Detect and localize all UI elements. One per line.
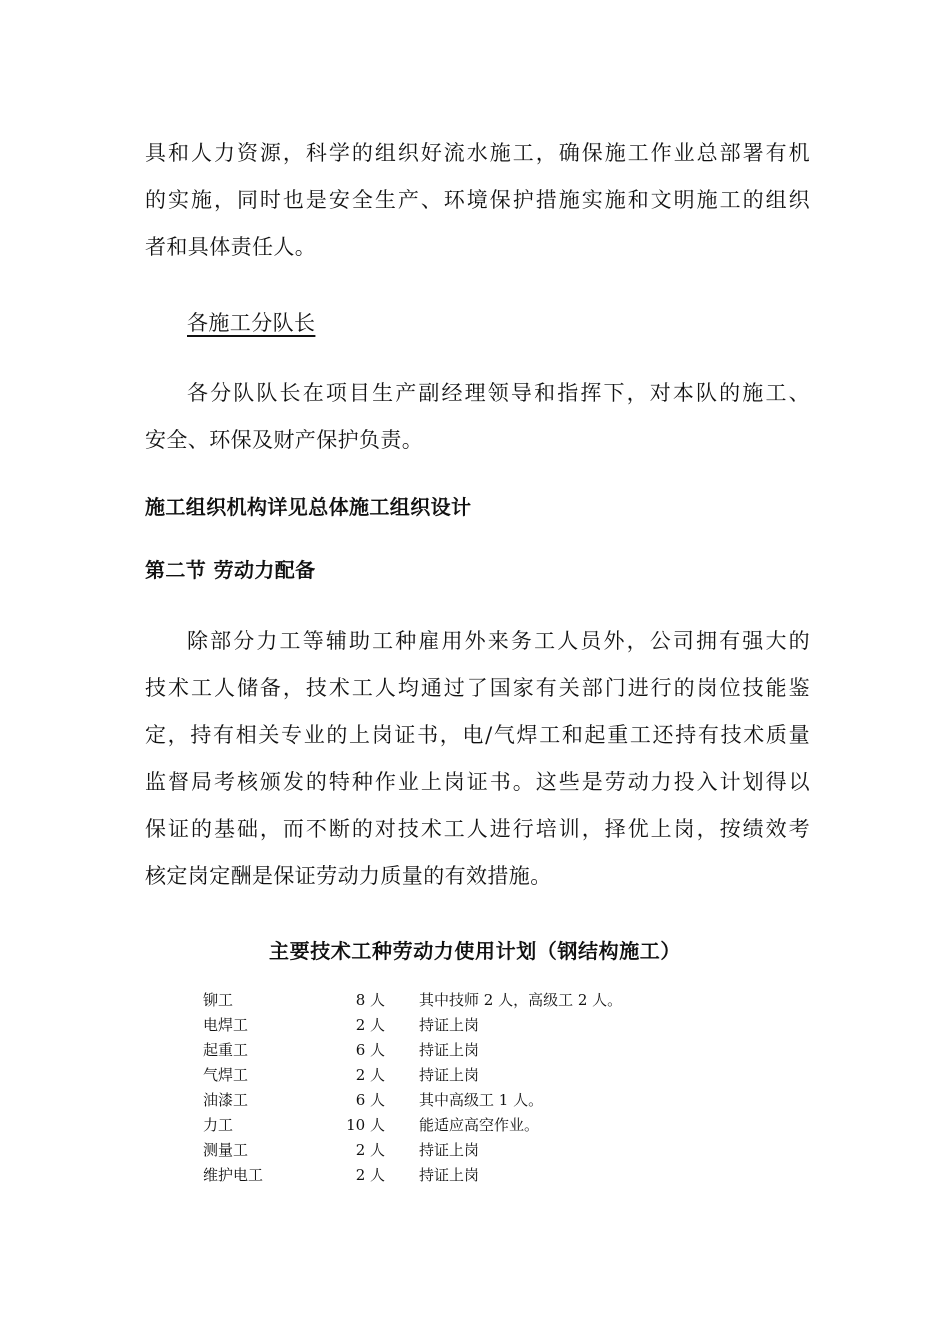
headcount-cell: 2 人 (355, 1016, 385, 1034)
trade-cell: 油漆工 (203, 1091, 249, 1109)
table-row (203, 1088, 763, 1113)
note-cell: 其中高级工 1 人。 (419, 1091, 544, 1109)
paragraph-line: 技术工人储备，技术工人均通过了国家有关部门进行的岗位技能鉴 (145, 676, 810, 700)
headcount-cell: 10 人 (346, 1116, 385, 1134)
trade-cell: 电焊工 (203, 1016, 249, 1034)
paragraph-line: 具和人力资源，科学的组织好流水施工，确保施工作业总部署有机 (145, 141, 810, 165)
table-row (203, 1163, 763, 1188)
paragraph-line: 除部分力工等辅助工种雇用外来务工人员外，公司拥有强大的 (187, 629, 810, 653)
trade-cell: 测量工 (203, 1141, 249, 1159)
note-cell: 持证上岗 (419, 1041, 480, 1059)
headcount-cell: 8 人 (355, 991, 385, 1009)
headcount-cell: 6 人 (355, 1091, 385, 1109)
headcount-cell: 2 人 (355, 1066, 385, 1084)
table-row (203, 1038, 763, 1063)
subheading-team-leaders: 各施工分队长 (187, 311, 316, 335)
table-row (203, 1013, 763, 1038)
table-row (203, 1138, 763, 1163)
table-row (203, 1113, 763, 1138)
note-cell: 持证上岗 (419, 1016, 480, 1034)
paragraph-project-manager-duties (145, 130, 810, 271)
paragraph-line: 的实施，同时也是安全生产、环境保护措施实施和文明施工的组织 (145, 188, 810, 212)
trade-cell: 维护电工 (203, 1166, 264, 1184)
trade-cell: 气焊工 (203, 1066, 249, 1084)
paragraph-line: 核定岗定酬是保证劳动力质量的有效措施。 (145, 864, 552, 888)
note-cell: 持证上岗 (419, 1141, 480, 1159)
trade-cell: 铆工 (203, 991, 234, 1009)
headcount-cell: 6 人 (355, 1041, 385, 1059)
note-cell: 能适应高空作业。 (419, 1116, 540, 1134)
trade-cell: 力工 (203, 1116, 234, 1134)
table-row (203, 1063, 763, 1088)
paragraph-line: 监督局考核颁发的特种作业上岗证书。这些是劳动力投入计划得以 (145, 770, 810, 794)
section-title: 第二节 劳动力配备 (145, 558, 316, 582)
paragraph-line: 者和具体责任人。 (145, 235, 317, 259)
paragraph-labor-allocation (145, 618, 810, 900)
trade-cell: 起重工 (203, 1041, 249, 1059)
paragraph-line: 保证的基础，而不断的对技术工人进行培训，择优上岗，按绩效考 (145, 817, 810, 841)
org-structure-note: 施工组织机构详见总体施工组织设计 (145, 495, 472, 519)
paragraph-team-leader-duties (145, 370, 810, 464)
note-cell: 持证上岗 (419, 1066, 480, 1084)
note-cell: 其中技师 2 人，高级工 2 人。 (419, 991, 623, 1009)
labor-plan-table (203, 988, 763, 1188)
headcount-cell: 2 人 (355, 1166, 385, 1184)
paragraph-line: 安全、环保及财产保护负责。 (145, 428, 424, 452)
paragraph-line: 定，持有相关专业的上岗证书，电/气焊工和起重工还持有技术质量 (145, 723, 810, 747)
headcount-cell: 2 人 (355, 1141, 385, 1159)
table-row (203, 988, 763, 1013)
labor-plan-title: 主要技术工种劳动力使用计划（钢结构施工） (269, 939, 681, 963)
note-cell: 持证上岗 (419, 1166, 480, 1184)
paragraph-line: 各分队队长在项目生产副经理领导和指挥下，对本队的施工、 (187, 381, 810, 405)
